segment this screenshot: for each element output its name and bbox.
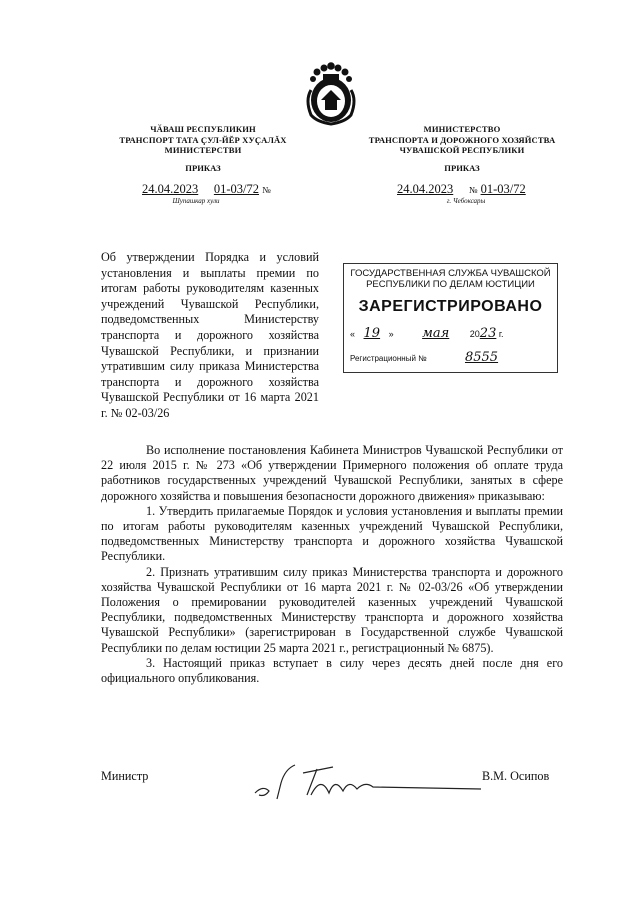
- header-right: [362, 124, 562, 156]
- order-date-number-left: [142, 182, 271, 197]
- stamp-reg-label: Регистрационный №: [350, 354, 427, 363]
- header-left-line1: ЧӐВАШ РЕСПУБЛИКИН: [150, 124, 256, 134]
- stamp-reg-value: 8555: [464, 350, 499, 365]
- body-item-1: 1. Утвердить прилагаемые Порядок и условия установления и выплаты премии по итогам работы руководителям казенных учреждений Чувашской Республики, подведомственных Министерству транспорта и дорожного хозяйства Чувашской Республики.: [101, 503, 563, 564]
- stamp-agency-line2: РЕСПУБЛИКИ ПО ДЕЛАМ ЮСТИЦИИ: [366, 279, 535, 290]
- header-left: [108, 124, 298, 156]
- stamp-year-suffix: 23: [479, 326, 497, 341]
- stamp-close-quote: »: [388, 329, 394, 339]
- stamp-date: [350, 326, 555, 341]
- header-right-line2: ТРАНСПОРТА И ДОРОЖНОГО ХОЗЯЙСТВА: [368, 134, 556, 145]
- order-label-right: ПРИКАЗ: [444, 163, 480, 173]
- order-number-left: 01-03/72: [213, 182, 260, 196]
- stamp-registered: ЗАРЕГИСТРИРОВАНО: [358, 298, 543, 315]
- header-left-line3: МИНИСТЕРСТВИ: [164, 145, 242, 155]
- stamp-day: 19: [363, 326, 381, 341]
- number-sign-left: №: [262, 185, 271, 195]
- body-item-3: 3. Настоящий приказ вступает в силу через десять дней после дня его официального опубликования.: [101, 655, 563, 686]
- document-title: Об утверждении Порядка и условий установления и выплаты премии по итогам работы руководителям казенных учреждений Чувашской Республики, подведомственных Министерству транспорта и дорожного хозяйства Чувашской Республики, и признании утратившим силу приказа Министерства транспорта и дорожного хозяйства Чувашской Республики от 16 марта 2021 г. № 02-03/26: [101, 250, 319, 420]
- header-right-line1: МИНИСТЕРСТВО: [423, 124, 501, 134]
- order-date-left: 24.04.2023: [142, 182, 199, 196]
- stamp-reg-number: [350, 350, 498, 365]
- stamp-agency: [344, 268, 557, 290]
- stamp-open-quote: «: [350, 329, 356, 339]
- order-number-right: 01-03/72: [480, 182, 526, 196]
- number-sign-right: №: [468, 185, 478, 195]
- stamp-agency-line1: ГОСУДАРСТВЕННАЯ СЛУЖБА ЧУВАШСКОЙ: [350, 268, 551, 279]
- signer-position: Министр: [101, 769, 149, 783]
- registration-stamp: [343, 263, 558, 373]
- body-intro: Во исполнение постановления Кабинета Министров Чувашской Республики от 22 июля 2015 г. № 273 «Об утверждении Примерного положения об оплате труда работников государственных учреждений Чувашской Республики, занятых в сфере дорожного хозяйства и повышения безопасности дорожного движения» приказываю:: [101, 443, 563, 503]
- city-right: г. Чебоксары: [446, 197, 486, 205]
- order-label-left: ПРИКАЗ: [185, 163, 221, 173]
- order-date-number-right: [397, 182, 526, 197]
- stamp-month: мая: [422, 326, 450, 341]
- stamp-year-unit: г.: [498, 329, 504, 339]
- order-date-right: 24.04.2023: [397, 182, 454, 196]
- body-item-2: 2. Признать утратившим силу приказ Министерства транспорта и дорожного хозяйства Чувашской Республики от 16 марта 2021 г. № 02-03/26 «Об утверждении Положения о премировании руководителей казенных учреждений Чувашской Республики, подведомственных Министерству транспорта и дорожного хозяйства Чувашской Республики» (зарегистрирован в Государственной службе Чувашской Республики по делам юстиции 25 марта 2021 г., регистрационный № 6875).: [101, 564, 563, 655]
- stamp-year-prefix: 20: [469, 329, 480, 339]
- document-body: [101, 443, 563, 686]
- header-left-line2: ТРАНСПОРТ ТАТА ҪУЛ-ЙĔР ХУҪАЛĂХ: [119, 134, 287, 145]
- handwritten-signature-icon: [245, 755, 485, 805]
- coat-of-arms-emblem-icon: [297, 60, 365, 126]
- city-left: Шупашкар хули: [172, 197, 220, 205]
- header-right-line3: ЧУВАШСКОЙ РЕСПУБЛИКИ: [399, 145, 525, 155]
- signer-name: В.М. Осипов: [482, 769, 550, 783]
